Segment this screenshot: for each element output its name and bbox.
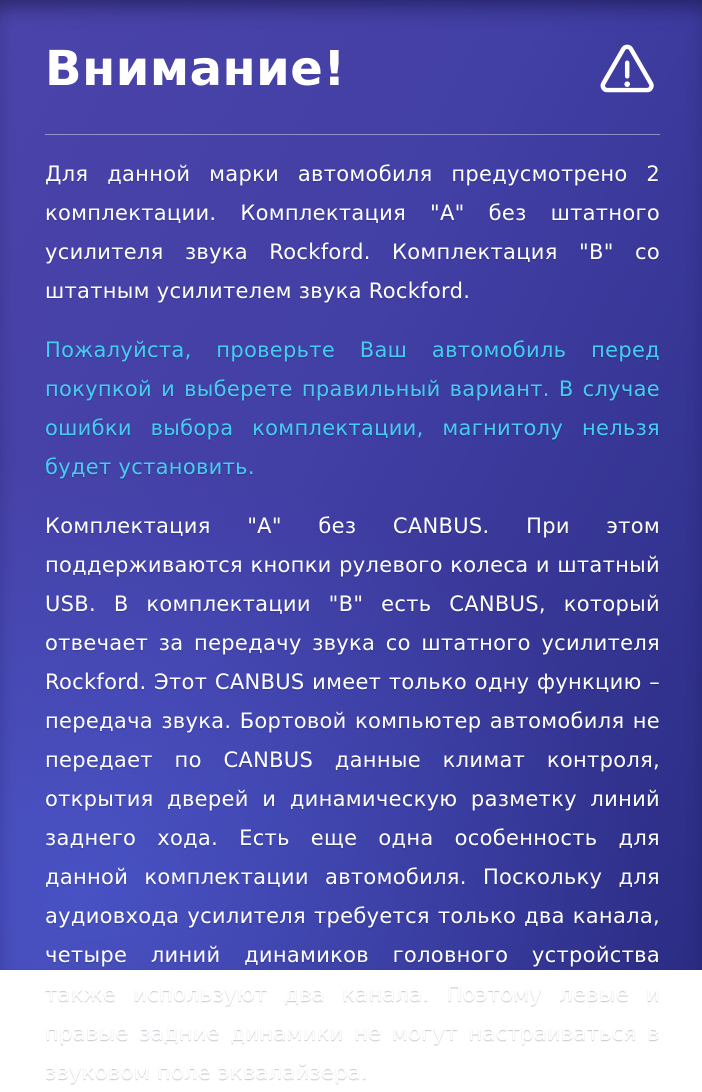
paragraph-check-before-purchase: Пожалуйста, проверьте Ваш автомобиль перед покупкой и выберете правильный вариант. В случае ошибки выбора комплектации, магнитолу нельзя будет установить. bbox=[45, 338, 660, 479]
header-divider bbox=[45, 134, 660, 135]
warning-triangle-icon bbox=[596, 42, 658, 100]
page-title: Внимание! bbox=[45, 40, 346, 97]
card-header bbox=[45, 0, 660, 100]
paragraph-configurations: Для данной марки автомобиля предусмотрено 2 комплектации. Комплектация "А" без штатного усилителя звука Rockford. Комплектация "В" со штатным усилителем звука Rockford. bbox=[45, 162, 660, 303]
paragraph-canbus-details: Комплектация "А" без CANBUS. При этом поддерживаются кнопки рулевого колеса и штатный USB. В комплектации "В" есть CANBUS, который отвечает за передачу звука со штатного усилителя Rockford. Этот CANBUS имеет только одну функцию – передача звука. Бортовой компьютер автомобиля не передает по CANBUS данные климат контроля, открытия дверей и динамическую разметку линий заднего хода. Есть еще одна особенность для данной комплектации автомобиля. Поскольку для аудиовхода усилителя требуется только два канала, четыре линий динамиков головного устройства также используют два канала. Поэтому левые и правые задние динамики не могут настраиваться в звуковом поле эквалайзера. bbox=[45, 514, 660, 1084]
